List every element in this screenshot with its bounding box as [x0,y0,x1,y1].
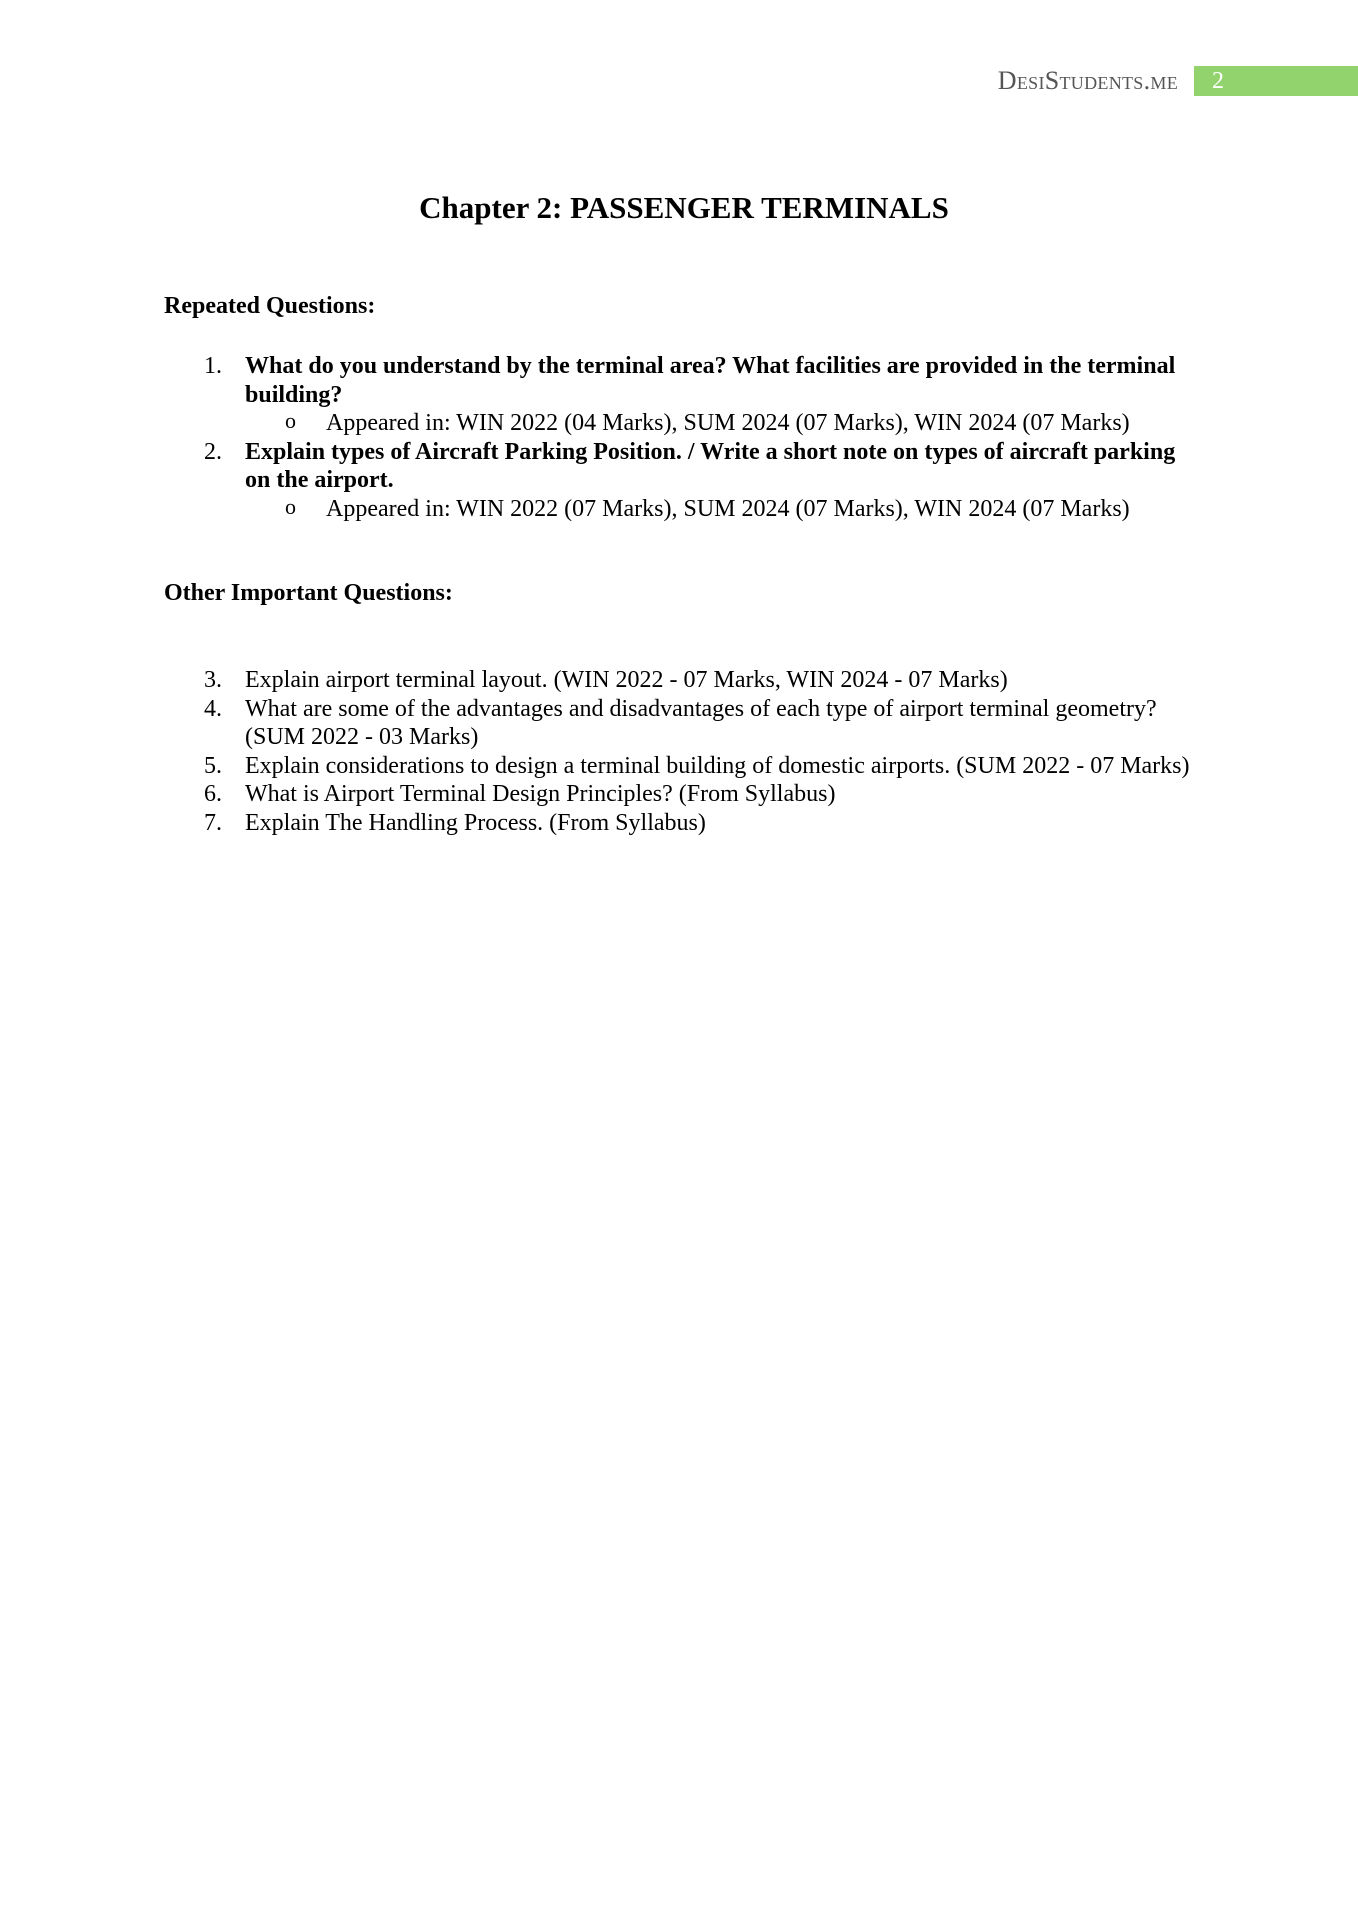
page-number-box [1194,66,1358,96]
list-item [164,780,1204,809]
question-number: 4. [204,695,222,722]
page-number: 2 [1212,68,1224,94]
other-questions-list [164,666,1204,838]
list-item [164,352,1204,438]
question-number: 3. [204,667,222,693]
question-text: Explain The Handling Process. (From Syllabus) [245,809,706,836]
list-item [164,809,1204,838]
list-item [164,438,1204,524]
repeated-questions-list [164,352,1204,524]
appeared-in-line [245,495,1204,524]
page-header [998,66,1358,96]
question-number: 5. [204,752,222,779]
question-number: 1. [204,353,222,379]
chapter-title: Chapter 2: PASSENGER TERMINALS [419,190,949,225]
question-number: 7. [204,809,222,836]
list-item [164,666,1204,695]
appeared-text: Appeared in: WIN 2022 (04 Marks), SUM 2024 (07 Marks), WIN 2024 (07 Marks) [326,410,1130,437]
bullet-icon: o [285,408,296,434]
question-text: Explain considerations to design a terminal building of domestic airports. (SUM 2022 - 07 Marks) [245,752,1190,779]
list-item [164,695,1204,752]
appeared-in-line [245,409,1204,438]
repeated-questions-heading: Repeated Questions: [164,293,376,319]
question-text: What is Airport Terminal Design Principles? (From Syllabus) [245,781,836,808]
site-name: DesiStudents.me [997,66,1178,95]
appeared-text: Appeared in: WIN 2022 (07 Marks), SUM 2024 (07 Marks), WIN 2024 (07 Marks) [326,495,1130,522]
other-questions-heading: Other Important Questions: [164,580,453,606]
question-text: What do you understand by the terminal area? What facilities are provided in the terminal building? [245,353,1176,408]
list-item [164,752,1204,781]
bullet-icon: o [285,493,296,519]
question-number: 2. [204,438,222,465]
question-text: Explain types of Aircraft Parking Position. / Write a short note on types of aircraft parking on the airport. [245,438,1176,494]
question-text: Explain airport terminal layout. (WIN 2022 - 07 Marks, WIN 2024 - 07 Marks) [245,667,1008,693]
question-number: 6. [204,781,222,808]
question-text: What are some of the advantages and disadvantages of each type of airport terminal geometry? (SUM 2022 - 03 Marks) [245,695,1157,751]
